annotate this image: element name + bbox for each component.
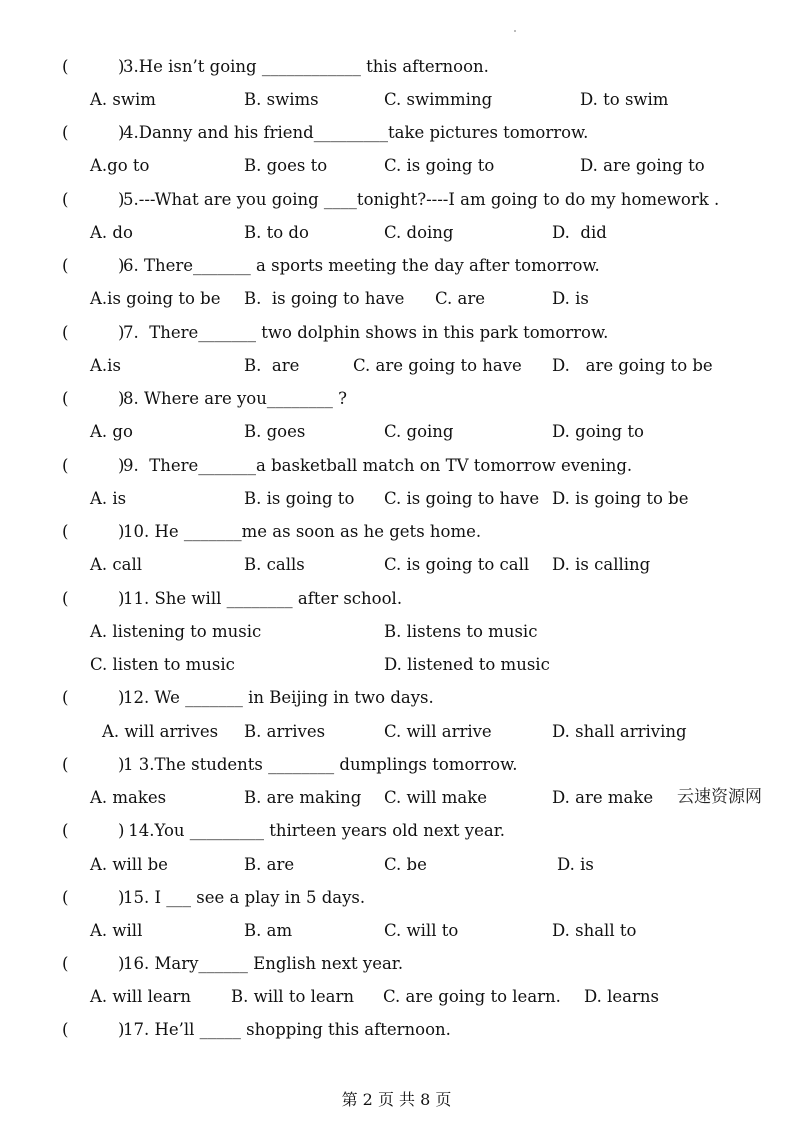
- question-text: 10. He _______me as soon as he gets home.: [123, 522, 482, 541]
- question-text: 12. We _______ in Beijing in two days.: [123, 688, 434, 707]
- answer-paren-left: (: [62, 954, 69, 973]
- answer-option: B. are making: [244, 788, 362, 807]
- answer-option: B. arrives: [244, 722, 326, 741]
- answer-option: D. are going to: [580, 156, 705, 175]
- answer-option: D. is: [557, 855, 594, 874]
- answer-option: B. are: [244, 356, 300, 375]
- answer-option: C. are: [435, 289, 486, 308]
- answer-paren-left: (: [62, 190, 69, 209]
- question-text: 3.He isn’t going ____________ this afternoon.: [123, 57, 489, 76]
- answer-option: A. makes: [90, 788, 167, 807]
- question-text: 4.Danny and his friend_________take pictures tomorrow.: [123, 123, 589, 142]
- answer-option: C. is going to: [384, 156, 495, 175]
- answer-option: B. goes to: [244, 156, 328, 175]
- answer-option: A. swim: [90, 90, 156, 109]
- answer-paren-left: (: [62, 522, 69, 541]
- answer-option: D. going to: [552, 422, 644, 441]
- answer-option: C. doing: [384, 223, 454, 242]
- answer-paren-left: (: [62, 123, 69, 142]
- answer-option: B. goes: [244, 422, 306, 441]
- answer-option: B. is going to have: [244, 289, 405, 308]
- answer-paren-right: ): [118, 755, 125, 774]
- answer-paren-right: ): [118, 589, 125, 608]
- answer-option: D. to swim: [580, 90, 669, 109]
- answer-paren-right: ): [118, 688, 125, 707]
- question-text: 14.You _________ thirteen years old next year.: [123, 821, 506, 840]
- question-text: 5.---What are you going ____tonight?----I am going to do my homework .: [123, 190, 720, 209]
- answer-paren-right: ): [118, 190, 125, 209]
- answer-option: D. did: [552, 223, 607, 242]
- answer-paren-right: ): [118, 256, 125, 275]
- answer-paren-left: (: [62, 256, 69, 275]
- answer-paren-right: ): [118, 456, 125, 475]
- question-text: 8. Where are you________ ?: [123, 389, 347, 408]
- answer-option: D. are make: [552, 788, 654, 807]
- answer-option: C. listen to music: [90, 655, 235, 674]
- answer-option: A. call: [90, 555, 143, 574]
- answer-option: A.is going to be: [90, 289, 221, 308]
- answer-option: C. swimming: [384, 90, 493, 109]
- answer-paren-left: (: [62, 589, 69, 608]
- answer-option: C. will arrive: [384, 722, 492, 741]
- answer-option: D. listened to music: [384, 655, 550, 674]
- answer-option: C. is going to have: [384, 489, 540, 508]
- question-text: 15. I ___ see a play in 5 days.: [123, 888, 366, 907]
- answer-option: B. listens to music: [384, 622, 538, 641]
- answer-option: A. do: [90, 223, 133, 242]
- question-text: 11. She will ________ after school.: [123, 589, 403, 608]
- answer-option: B. is going to: [244, 489, 355, 508]
- answer-paren-left: (: [62, 389, 69, 408]
- question-text: 7. There_______ two dolphin shows in this park tomorrow.: [123, 323, 609, 342]
- answer-option: A.go to: [90, 156, 150, 175]
- question-text: 6. There_______ a sports meeting the day after tomorrow.: [123, 256, 600, 275]
- answer-option: A. will be: [90, 855, 168, 874]
- answer-paren-right: ): [118, 123, 125, 142]
- answer-option: D. shall arriving: [552, 722, 687, 741]
- answer-option: D. is going to be: [552, 489, 689, 508]
- answer-option: B. to do: [244, 223, 309, 242]
- answer-paren-left: (: [62, 888, 69, 907]
- answer-paren-right: ): [118, 1020, 125, 1039]
- answer-paren-left: (: [62, 456, 69, 475]
- page-footer: 第 2 页 共 8 页: [341, 1090, 452, 1109]
- answer-option: D. shall to: [552, 921, 637, 940]
- answer-paren-left: (: [62, 323, 69, 342]
- answer-option: D. are going to be: [552, 356, 713, 375]
- answer-paren-right: ): [118, 821, 125, 840]
- answer-paren-right: ): [118, 888, 125, 907]
- answer-option: C. be: [384, 855, 427, 874]
- answer-option: A. is: [90, 489, 127, 508]
- answer-paren-right: ): [118, 522, 125, 541]
- answer-option: B. will to learn: [231, 987, 355, 1006]
- answer-option: C. will make: [384, 788, 487, 807]
- answer-paren-left: (: [62, 688, 69, 707]
- question-text: 1 3.The students ________ dumplings tomorrow.: [123, 755, 518, 774]
- answer-option: A. go: [90, 422, 133, 441]
- answer-option: C. are going to have: [353, 356, 522, 375]
- answer-option: A. will: [90, 921, 143, 940]
- answer-option: D. is: [552, 289, 589, 308]
- answer-option: A. listening to music: [90, 622, 262, 641]
- answer-paren-left: (: [62, 821, 69, 840]
- answer-option: C. going: [384, 422, 454, 441]
- watermark-text: 云速资源网: [677, 787, 762, 807]
- answer-option: C. are going to learn.: [383, 987, 561, 1006]
- answer-option: D. is calling: [552, 555, 651, 574]
- answer-paren-right: ): [118, 389, 125, 408]
- answer-paren-right: ): [118, 954, 125, 973]
- answer-option: A. will arrives: [102, 722, 219, 741]
- answer-paren-left: (: [62, 755, 69, 774]
- answer-option: C. is going to call: [384, 555, 530, 574]
- question-text: 16. Mary______ English next year.: [123, 954, 404, 973]
- answer-paren-right: ): [118, 323, 125, 342]
- answer-paren-left: (: [62, 57, 69, 76]
- answer-paren-left: (: [62, 1020, 69, 1039]
- scan-dot: [514, 30, 516, 32]
- answer-option: A.is: [90, 356, 121, 375]
- answer-option: D. learns: [584, 987, 659, 1006]
- question-text: 17. He’ll _____ shopping this afternoon.: [123, 1020, 451, 1039]
- answer-option: C. will to: [384, 921, 459, 940]
- answer-option: B. swims: [244, 90, 319, 109]
- answer-option: A. will learn: [90, 987, 191, 1006]
- answer-option: B. calls: [244, 555, 305, 574]
- answer-paren-right: ): [118, 57, 125, 76]
- answer-option: B. are: [244, 855, 295, 874]
- question-text: 9. There_______a basketball match on TV tomorrow evening.: [123, 456, 633, 475]
- answer-option: B. am: [244, 921, 293, 940]
